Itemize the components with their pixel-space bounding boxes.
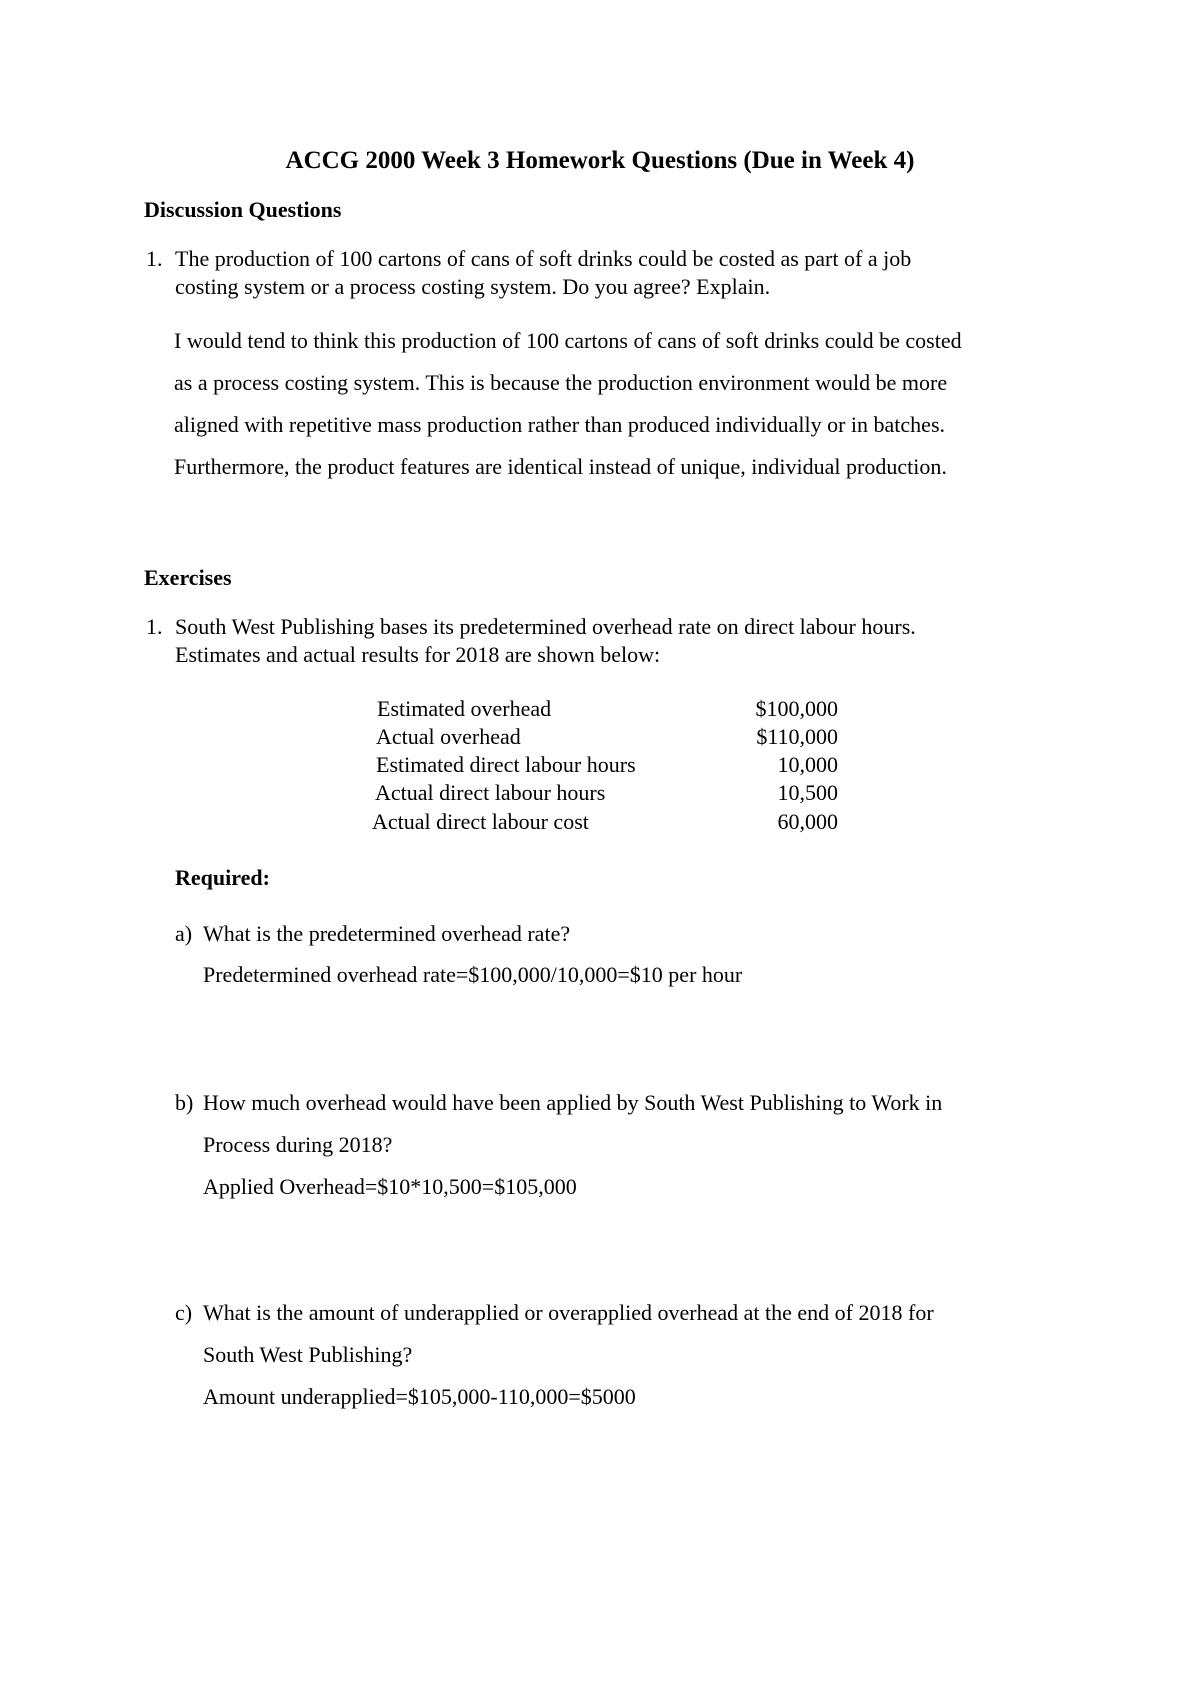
part-c-answer: Amount underapplied=$105,000-110,000=$5000 bbox=[203, 1384, 636, 1409]
exercise-q1-line2: Estimates and actual results for 2018 are shown below: bbox=[175, 642, 661, 667]
part-a-answer: Predetermined overhead rate=$100,000/10,000=$10 per hour bbox=[203, 962, 743, 987]
part-a-question: What is the predetermined overhead rate? bbox=[203, 921, 571, 946]
part-b-answer: Applied Overhead=$10*10,500=$105,000 bbox=[203, 1174, 577, 1199]
table-row-label: Actual direct labour cost bbox=[372, 809, 589, 834]
discussion-q1-number: 1. bbox=[146, 246, 163, 271]
table-row-label: Estimated overhead bbox=[377, 696, 552, 721]
table-row-label: Actual overhead bbox=[376, 724, 521, 749]
table-row-value: 10,000 bbox=[777, 752, 838, 777]
part-a-marker: a) bbox=[175, 921, 193, 946]
table-row-label: Actual direct labour hours bbox=[375, 780, 606, 805]
document-title: ACCG 2000 Week 3 Homework Questions (Due in Week 4) bbox=[285, 147, 915, 174]
discussion-answer-line: aligned with repetitive mass production rather than produced individually or in batches. bbox=[174, 412, 946, 437]
discussion-answer-line: Furthermore, the product features are identical instead of unique, individual production. bbox=[174, 454, 947, 479]
exercises-heading: Exercises bbox=[144, 565, 232, 590]
discussion-answer-line: I would tend to think this production of 100 cartons of cans of soft drinks could be costed bbox=[174, 328, 962, 353]
discussion-q1-line1: The production of 100 cartons of cans of soft drinks could be costed as part of a job bbox=[175, 246, 912, 271]
table-row-value: 60,000 bbox=[777, 809, 838, 834]
exercise-q1-number: 1. bbox=[146, 614, 163, 639]
part-c-marker: c) bbox=[175, 1300, 193, 1325]
discussion-heading: Discussion Questions bbox=[144, 197, 342, 222]
part-c-question-line2: South West Publishing? bbox=[203, 1342, 413, 1367]
discussion-answer-line: as a process costing system. This is because the production environment would be more bbox=[174, 370, 948, 395]
part-b-question-line1: How much overhead would have been applied by South West Publishing to Work in bbox=[203, 1090, 943, 1115]
required-heading: Required: bbox=[175, 865, 270, 890]
part-c-question-line1: What is the amount of underapplied or overapplied overhead at the end of 2018 for bbox=[203, 1300, 934, 1325]
table-row-label: Estimated direct labour hours bbox=[376, 752, 636, 777]
table-row-value: $110,000 bbox=[756, 724, 838, 749]
part-b-question-line2: Process during 2018? bbox=[203, 1132, 393, 1157]
part-b-marker: b) bbox=[175, 1090, 194, 1115]
exercise-q1-line1: South West Publishing bases its predetermined overhead rate on direct labour hours. bbox=[175, 614, 916, 639]
table-row-value: $100,000 bbox=[755, 696, 838, 721]
discussion-q1-line2: costing system or a process costing system. Do you agree? Explain. bbox=[175, 274, 771, 299]
table-row-value: 10,500 bbox=[777, 780, 838, 805]
